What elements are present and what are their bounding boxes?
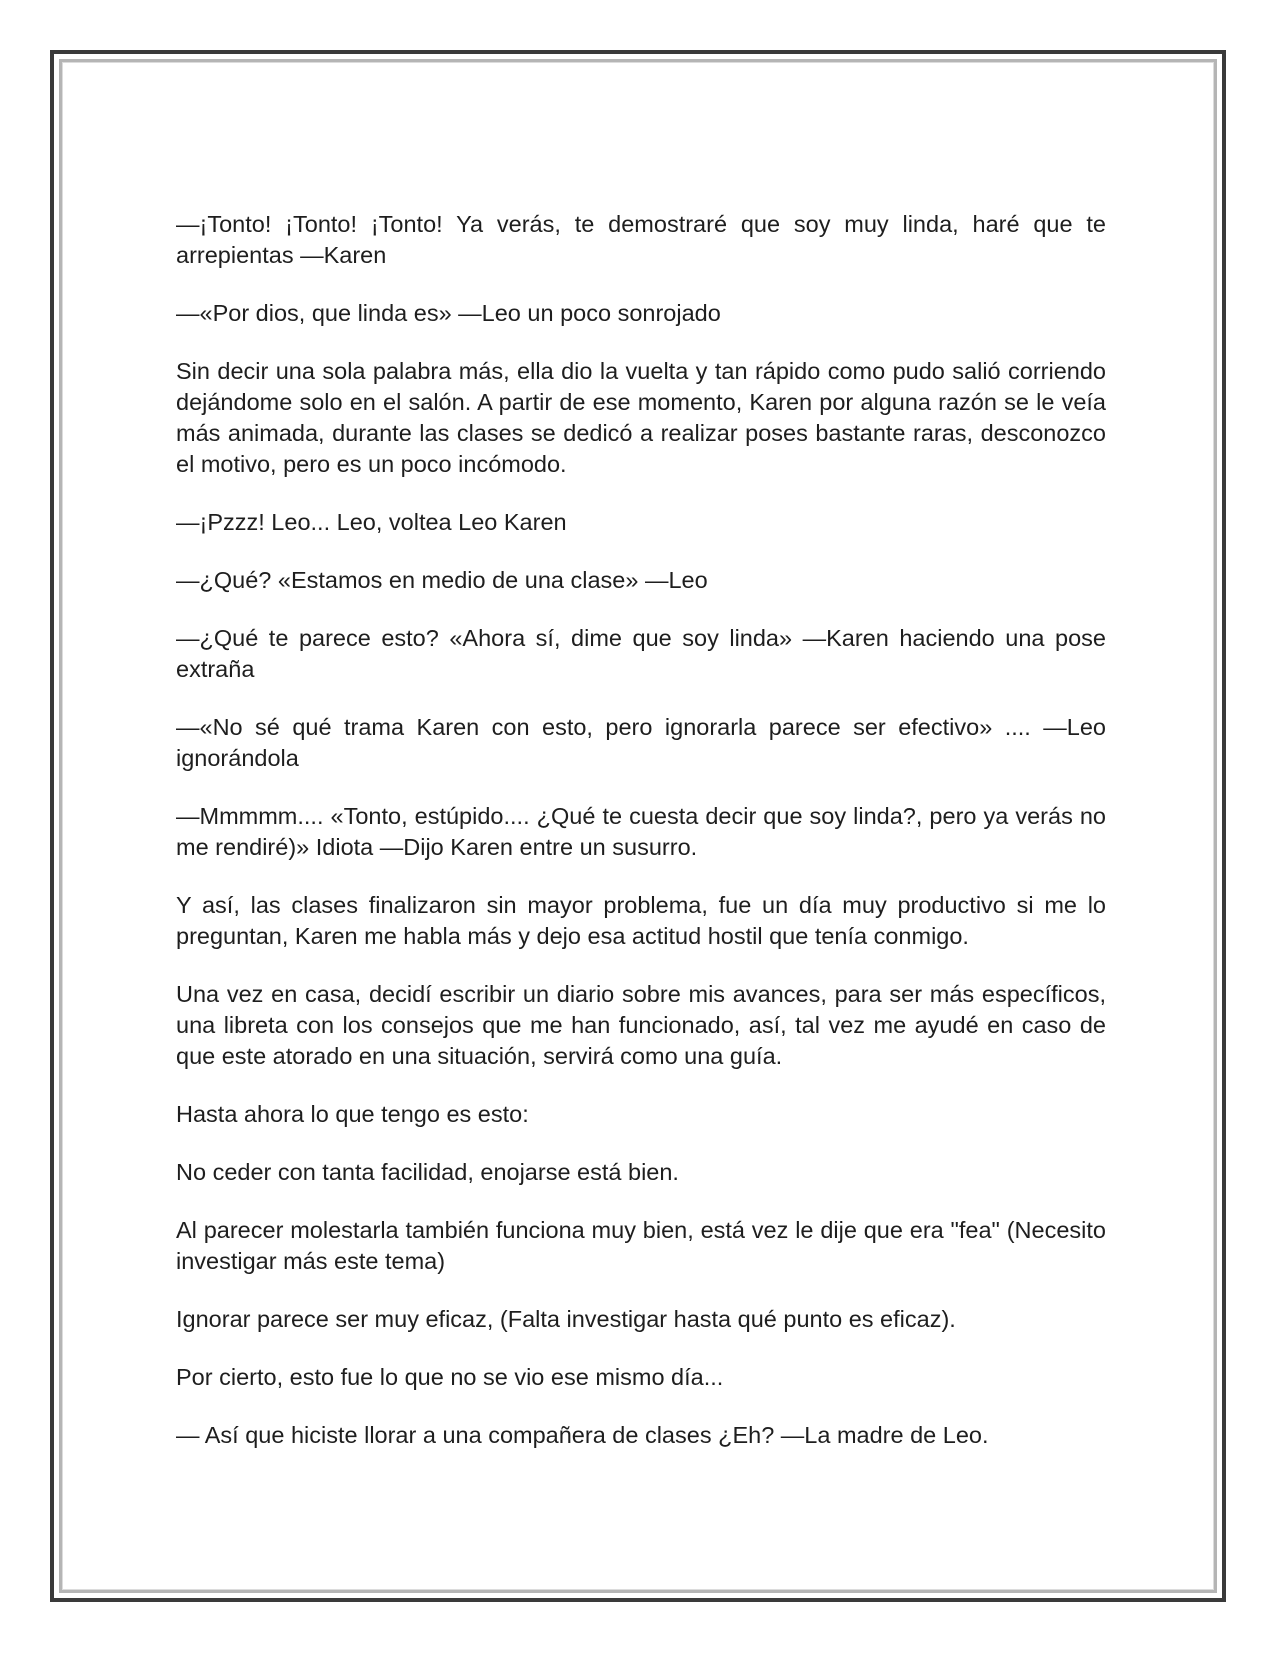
paragraph-7: —«No sé qué trama Karen con esto, pero ignorarla parece ser efectivo» .... —Leo ignorándola xyxy=(176,714,1106,771)
paragraph-4: —¡Pzzz! Leo... Leo, voltea Leo Karen xyxy=(176,509,567,535)
paragraph-3: Sin decir una sola palabra más, ella dio la vuelta y tan rápido como pudo salió corriendo dejándome solo en el salón. A partir de ese momento, Karen por alguna razón se le veía más animada, durante las clases se dedicó a realizar poses bastante raras, desconozco el motivo, pero es un poco incómodo. xyxy=(176,358,1106,477)
paragraph-12: No ceder con tanta facilidad, enojarse está bien. xyxy=(176,1159,679,1185)
story-text xyxy=(176,209,1106,1478)
paragraph-1: —¡Tonto! ¡Tonto! ¡Tonto! Ya verás, te demostraré que soy muy linda, haré que te arrepientas —Karen xyxy=(176,211,1106,268)
paragraph-2: —«Por dios, que linda es» —Leo un poco sonrojado xyxy=(176,300,721,326)
paragraph-13: Al parecer molestarla también funciona muy bien, está vez le dije que era "fea" (Necesito investigar más este tema) xyxy=(176,1217,1106,1274)
paragraph-14: Ignorar parece ser muy eficaz, (Falta investigar hasta qué punto es eficaz). xyxy=(176,1306,956,1332)
paragraph-15: Por cierto, esto fue lo que no se vio ese mismo día... xyxy=(176,1364,724,1390)
paragraph-16: — Así que hiciste llorar a una compañera de clases ¿Eh? —La madre de Leo. xyxy=(176,1422,989,1448)
paragraph-9: Y así, las clases finalizaron sin mayor problema, fue un día muy productivo si me lo preguntan, Karen me habla más y dejo esa actitud hostil que tenía conmigo. xyxy=(176,892,1106,949)
paragraph-8: —Mmmmm.... «Tonto, estúpido.... ¿Qué te cuesta decir que soy linda?, pero ya verás no me rendiré)» Idiota —Dijo Karen entre un susurro. xyxy=(176,803,1106,860)
paragraph-11: Hasta ahora lo que tengo es esto: xyxy=(176,1101,529,1127)
paragraph-5: —¿Qué? «Estamos en medio de una clase» —Leo xyxy=(176,567,708,593)
paragraph-10: Una vez en casa, decidí escribir un diario sobre mis avances, para ser más específicos, una libreta con los consejos que me han funcionado, así, tal vez me ayudé en caso de que este atorado en una situación, servirá como una guía. xyxy=(176,981,1106,1069)
paragraph-6: —¿Qué te parece esto? «Ahora sí, dime que soy linda» —Karen haciendo una pose extraña xyxy=(176,625,1106,682)
